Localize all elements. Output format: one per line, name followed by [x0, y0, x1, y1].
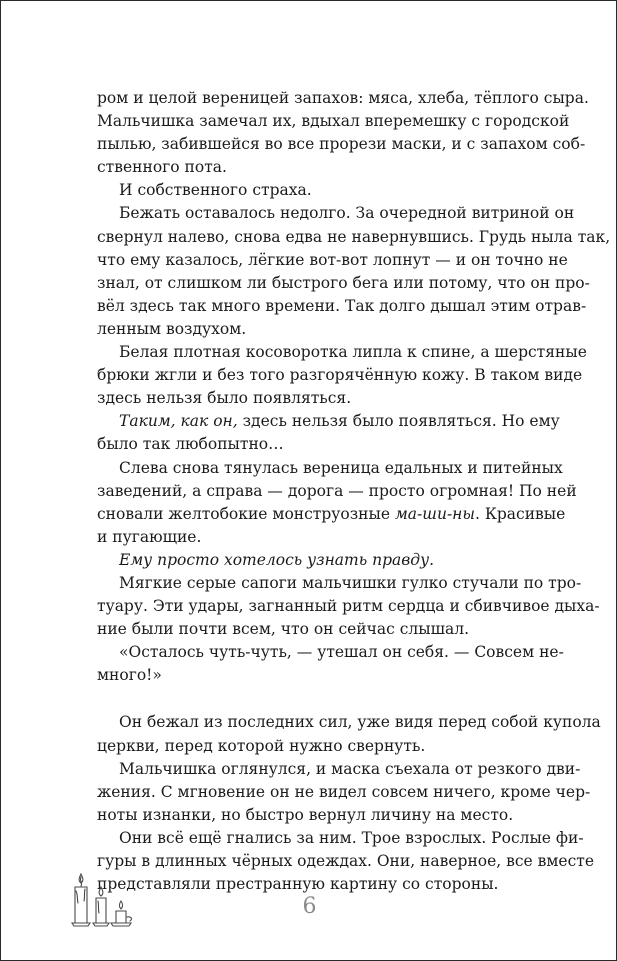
italic-line: Ему просто хотелось узнать правду. — [119, 550, 435, 569]
text-line: брюки жгли и без того разгорячённую кожу. В таком виде — [97, 366, 583, 385]
text-line: Бежать оставалось недолго. За очередной витриной он — [119, 204, 575, 223]
text-line: Они всё ещё гнались за ним. Трое взрослых. Рослые фи- — [119, 828, 584, 847]
text-line: Слева снова тянулась вереница едальных и питейных — [119, 458, 563, 477]
text-line: было так любопытно… — [97, 435, 284, 454]
text-line: ственного пота. — [97, 158, 227, 177]
text-span: . Красивые — [475, 504, 566, 523]
text-line: жения. С мгновение он не видел совсем ничего, кроме чер- — [97, 782, 591, 801]
text-line — [97, 410, 560, 433]
text-line: Мягкие серые сапоги мальчишки гулко стучали по тро- — [119, 573, 582, 592]
text-line: Он бежал из последних сил, уже видя перед собой купола — [119, 713, 601, 732]
text-line — [97, 503, 566, 526]
italic-text: Таким, как он, — [119, 412, 238, 431]
text-line: пылью, забившейся во все прорези маски, и с запахом соб- — [97, 135, 586, 154]
page-number: 6 — [302, 894, 317, 919]
text-line: заведений, а справа — дорога — просто огромная! По ней — [97, 481, 577, 500]
text-line: ленным воздухом. — [97, 319, 247, 338]
text-line: «Осталось чуть-чуть, — утешал он себя. — Совсем не- — [119, 643, 564, 662]
section-break — [97, 687, 555, 711]
text-line: представляли престранную картину со стороны. — [97, 875, 499, 894]
text-line: Мальчишка замечал их, вдыхал вперемешку с городской — [97, 112, 570, 131]
text-line: туару. Эти удары, загнанный ритм сердца и сбивчивое дыха- — [97, 597, 600, 616]
text-line: Белая плотная косоворотка липла к спине, а шерстяные — [119, 343, 587, 362]
text-line: ние были почти всем, что он сейчас слышал. — [97, 620, 470, 639]
text-line: много!» — [97, 666, 162, 685]
text-line: ром и целой вереницей запахов: мяса, хлеба, тёплого сыра. — [97, 89, 589, 107]
text-line: и пугающие. — [97, 527, 202, 546]
text-line: знал, от слишком ли быстрого бега или потому, что он про- — [97, 273, 590, 292]
text-span: сновали желтобокие монструозные — [97, 504, 395, 523]
text-line: церкви, перед которой нужно свернуть. — [97, 736, 426, 755]
text-line: гуры в длинных чёрных одеждах. Они, наверное, все вместе — [97, 852, 595, 870]
text-span: здесь нельзя было появляться. Но ему — [237, 412, 560, 431]
body-text — [97, 87, 611, 896]
text-line: ноты изнанки, но быстро вернул личину на место. — [97, 805, 514, 824]
text-line: И собственного страха. — [119, 181, 312, 200]
text-line: что ему казалось, лёгкие вот-вот лопнут — и он точно не — [97, 250, 568, 269]
text-line: свернул налево, снова едва не навернувшись. Грудь ныла так, — [97, 227, 611, 246]
text-line: вёл здесь так много времени. Так долго дышал этим отрав- — [97, 296, 587, 315]
text-line: Мальчишка оглянулся, и маска съехала от резкого дви- — [119, 759, 581, 778]
italic-text: ма-ши-ны — [394, 504, 476, 523]
text-line: здесь нельзя было появляться. — [97, 389, 352, 408]
